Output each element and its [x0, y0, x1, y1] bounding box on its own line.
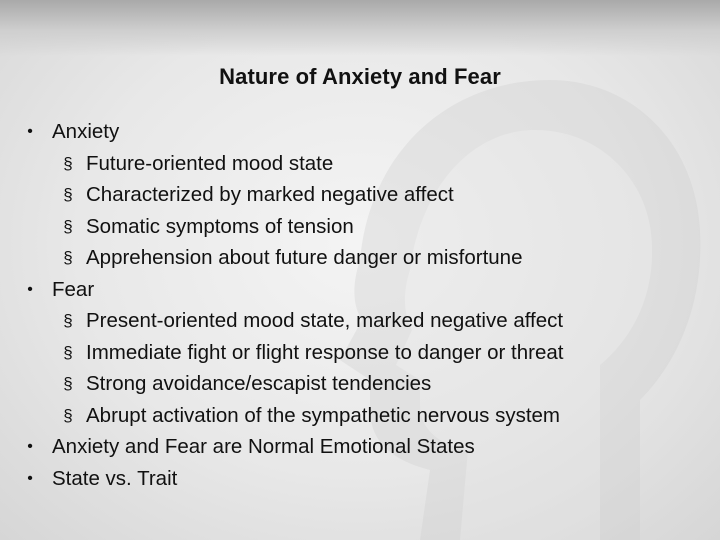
- bullet-item-fear: [20, 274, 710, 306]
- section-bullet-icon: §: [63, 248, 73, 267]
- bullet-text: State vs. Trait: [52, 466, 178, 490]
- section-bullet-icon: §: [63, 311, 73, 330]
- top-shadow-band: [0, 0, 720, 56]
- sub-bullet-text: Somatic symptoms of tension: [86, 214, 354, 238]
- sub-bullet-text: Present-oriented mood state, marked negative affect: [86, 309, 564, 332]
- sub-bullet-text: Apprehension about future danger or misfortune: [86, 246, 523, 269]
- sub-bullet-item: [20, 242, 710, 274]
- bullet-text: Anxiety and Fear are Normal Emotional States: [52, 435, 475, 458]
- section-bullet-icon: §: [63, 216, 73, 236]
- slide-title: Nature of Anxiety and Fear: [219, 64, 501, 89]
- section-bullet-icon: §: [63, 153, 73, 173]
- sub-bullet-text: Characterized by marked negative affect: [86, 183, 454, 206]
- bullet-text: Anxiety: [52, 120, 120, 143]
- section-bullet-icon: §: [63, 185, 73, 204]
- sub-bullet-text: Future-oriented mood state: [86, 151, 334, 175]
- sub-bullet-text: Strong avoidance/escapist tendencies: [86, 372, 432, 395]
- bullet-item-normal-states: [20, 431, 710, 463]
- sub-bullet-item: [20, 305, 710, 337]
- sub-bullet-item: [20, 400, 710, 432]
- bullet-icon: •: [27, 469, 33, 487]
- bullet-item-anxiety: [20, 116, 710, 148]
- bullet-text: Fear: [52, 277, 95, 301]
- bullet-item-state-trait: [20, 463, 710, 495]
- bullet-icon: •: [27, 280, 33, 298]
- bullet-list: [20, 116, 710, 494]
- section-bullet-icon: §: [63, 342, 73, 362]
- sub-bullet-text: Immediate fight or flight response to danger or threat: [86, 340, 564, 364]
- section-bullet-icon: §: [63, 374, 73, 393]
- sub-bullet-text: Abrupt activation of the sympathetic nervous system: [86, 403, 561, 427]
- bullet-icon: •: [27, 123, 33, 140]
- sub-bullet-item: [20, 179, 710, 211]
- sub-bullet-item: [20, 337, 710, 369]
- section-bullet-icon: §: [63, 405, 73, 425]
- sub-bullet-item: [20, 211, 710, 243]
- bullet-icon: •: [27, 438, 33, 455]
- sub-bullet-item: [20, 148, 710, 180]
- sub-bullet-item: [20, 368, 710, 400]
